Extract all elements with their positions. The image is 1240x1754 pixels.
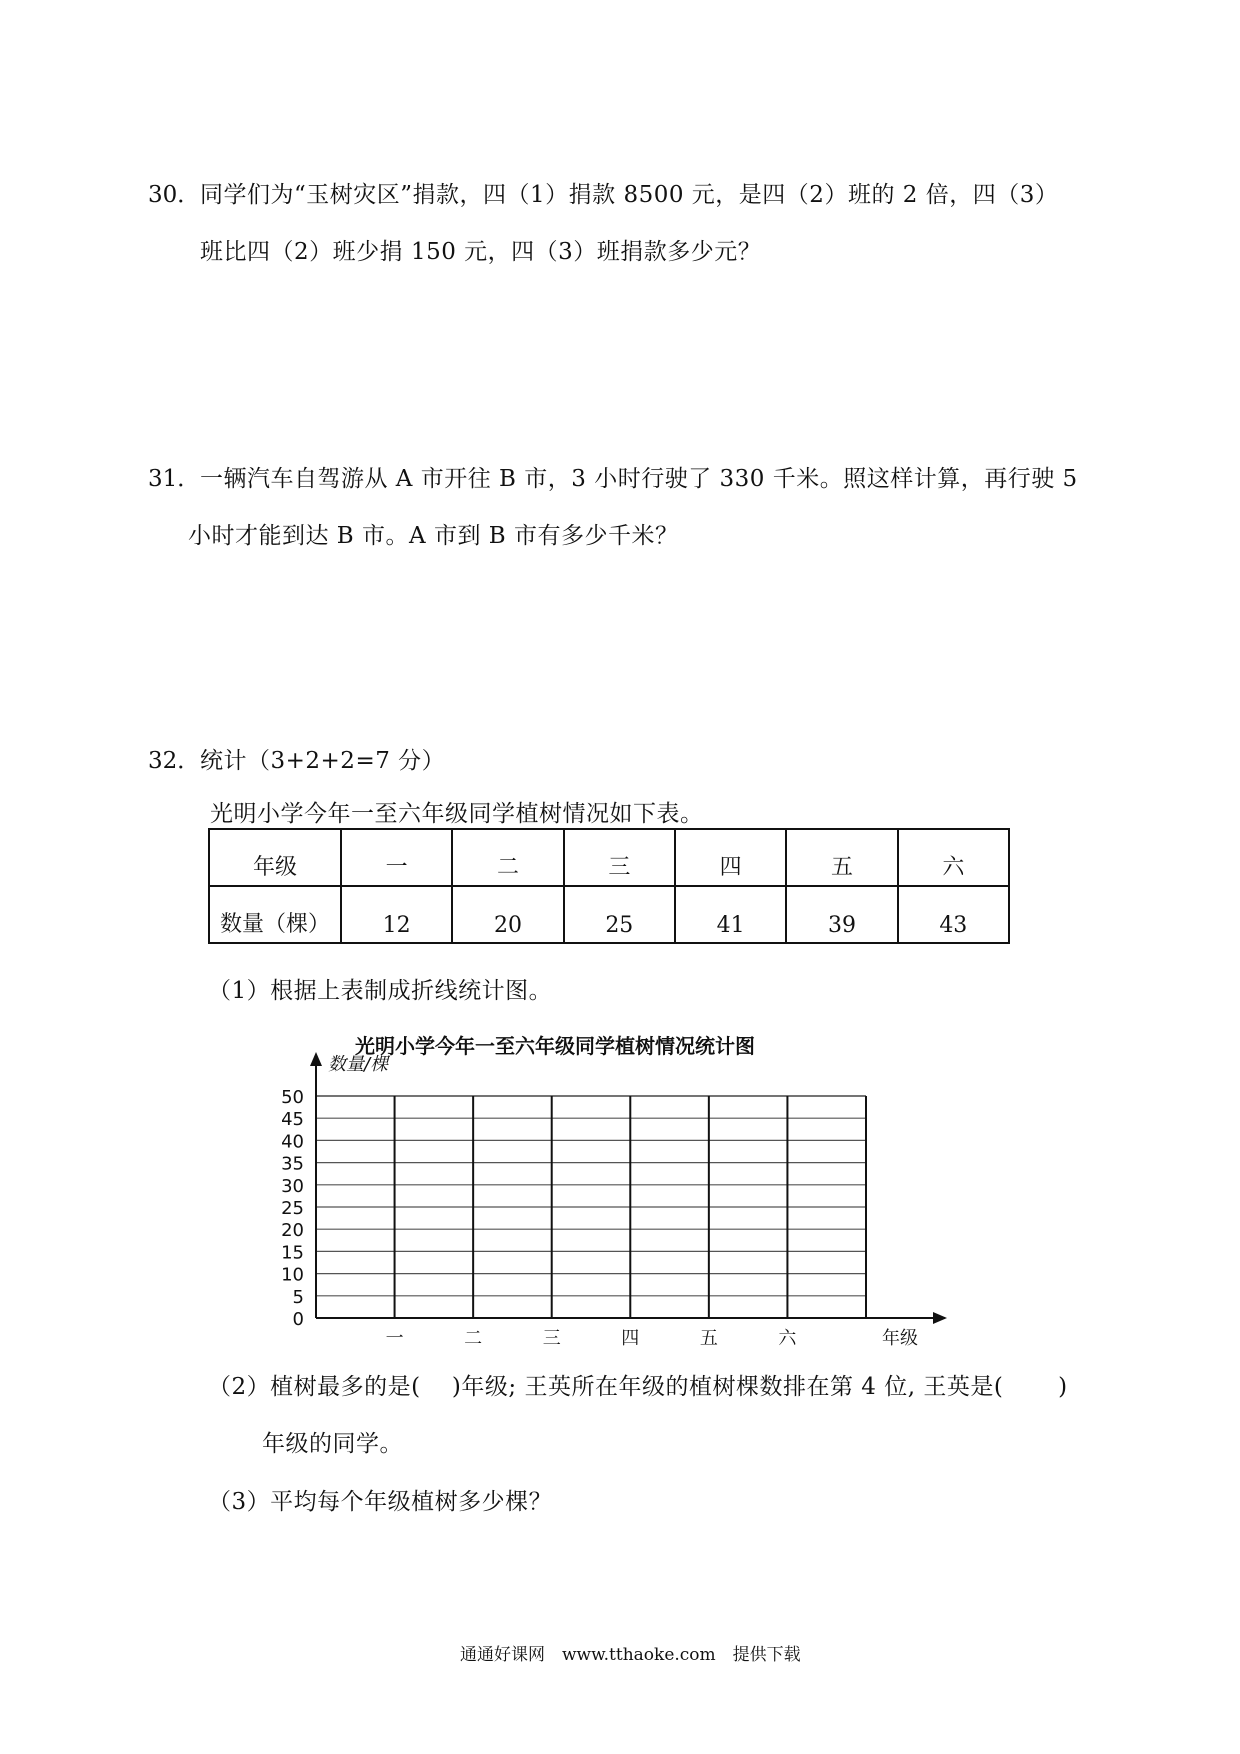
x-tick-label: 四 <box>621 1328 640 1349</box>
table-count-cell: 25 <box>564 886 675 943</box>
q30-text-line2: 班比四（2）班少捐 150 元，四（3）班捐款多少元？ <box>200 239 762 265</box>
y-tick-label: 50 <box>281 1087 304 1108</box>
x-tick-label: 六 <box>778 1328 797 1349</box>
q32-sub2-line1: （2）植树最多的是( )年级; 王英所在年级的植树棵数排在第 4 位, 王英是( ) <box>208 1374 1068 1400</box>
y-axis-label: 数量/棵 <box>328 1054 389 1075</box>
q32-intro: 光明小学今年一至六年级同学植树情况如下表。 <box>210 801 704 827</box>
q32-sub2-line2: 年级的同学。 <box>262 1431 403 1457</box>
y-tick-label: 0 <box>292 1309 304 1330</box>
q31-text-line1: 一辆汽车自驾游从 A 市开往 B 市，3 小时行驶了 330 千米。照这样计算，再行驶 5 <box>200 466 1078 492</box>
x-axis-arrow <box>933 1312 947 1324</box>
table-header-label: 年级 <box>209 829 341 886</box>
q32-heading: 统计（3+2+2=7 分） <box>200 748 446 774</box>
table-grade-cell: 一 <box>341 829 452 886</box>
y-tick-label: 35 <box>281 1153 304 1175</box>
q31-text-line2: 小时才能到达 B 市。A 市到 B 市有多少千米？ <box>188 523 679 549</box>
x-axis-label: 年级 <box>882 1328 918 1349</box>
y-axis-arrow <box>310 1052 322 1066</box>
y-tick-label: 30 <box>281 1175 304 1197</box>
y-tick-label: 25 <box>281 1198 304 1219</box>
q30-text-line1: 同学们为“玉树灾区”捐款，四（1）捐款 8500 元，是四（2）班的 2 倍，四（3） <box>200 182 1059 208</box>
table-grade-cell: 三 <box>564 829 675 886</box>
q30-number: 30． <box>148 182 201 208</box>
x-tick-label: 五 <box>699 1328 718 1349</box>
q32-sub1: （1）根据上表制成折线统计图。 <box>208 978 553 1004</box>
table-grade-cell: 五 <box>786 829 897 886</box>
y-tick-label: 5 <box>292 1286 304 1308</box>
table-count-cell: 43 <box>898 886 1009 943</box>
table-count-cell: 41 <box>675 886 786 943</box>
x-tick-label: 二 <box>464 1328 483 1349</box>
y-tick-label: 40 <box>281 1131 304 1153</box>
table-grade-cell: 六 <box>898 829 1009 886</box>
q32-sub3: （3）平均每个年级植树多少棵？ <box>208 1489 553 1515</box>
q31-number: 31． <box>148 466 201 492</box>
y-tick-label: 20 <box>281 1220 304 1242</box>
chart-title: 光明小学今年一至六年级同学植树情况统计图 <box>355 1034 755 1058</box>
x-tick-label: 三 <box>542 1328 561 1349</box>
table-row-label: 数量（棵） <box>209 886 341 943</box>
table-grade-cell: 四 <box>675 829 786 886</box>
table-grade-cell: 二 <box>452 829 563 886</box>
table-count-cell: 12 <box>341 886 452 943</box>
x-tick-label: 一 <box>385 1328 404 1349</box>
table-count-cell: 20 <box>452 886 563 943</box>
y-tick-label: 15 <box>281 1242 304 1264</box>
q32-number: 32． <box>148 748 201 774</box>
y-tick-label: 10 <box>281 1264 304 1286</box>
table-count-cell: 39 <box>786 886 897 943</box>
footer-credit: 通通好课网 www.tthaoke.com 提供下载 <box>460 1645 801 1665</box>
y-tick-label: 45 <box>281 1109 304 1131</box>
